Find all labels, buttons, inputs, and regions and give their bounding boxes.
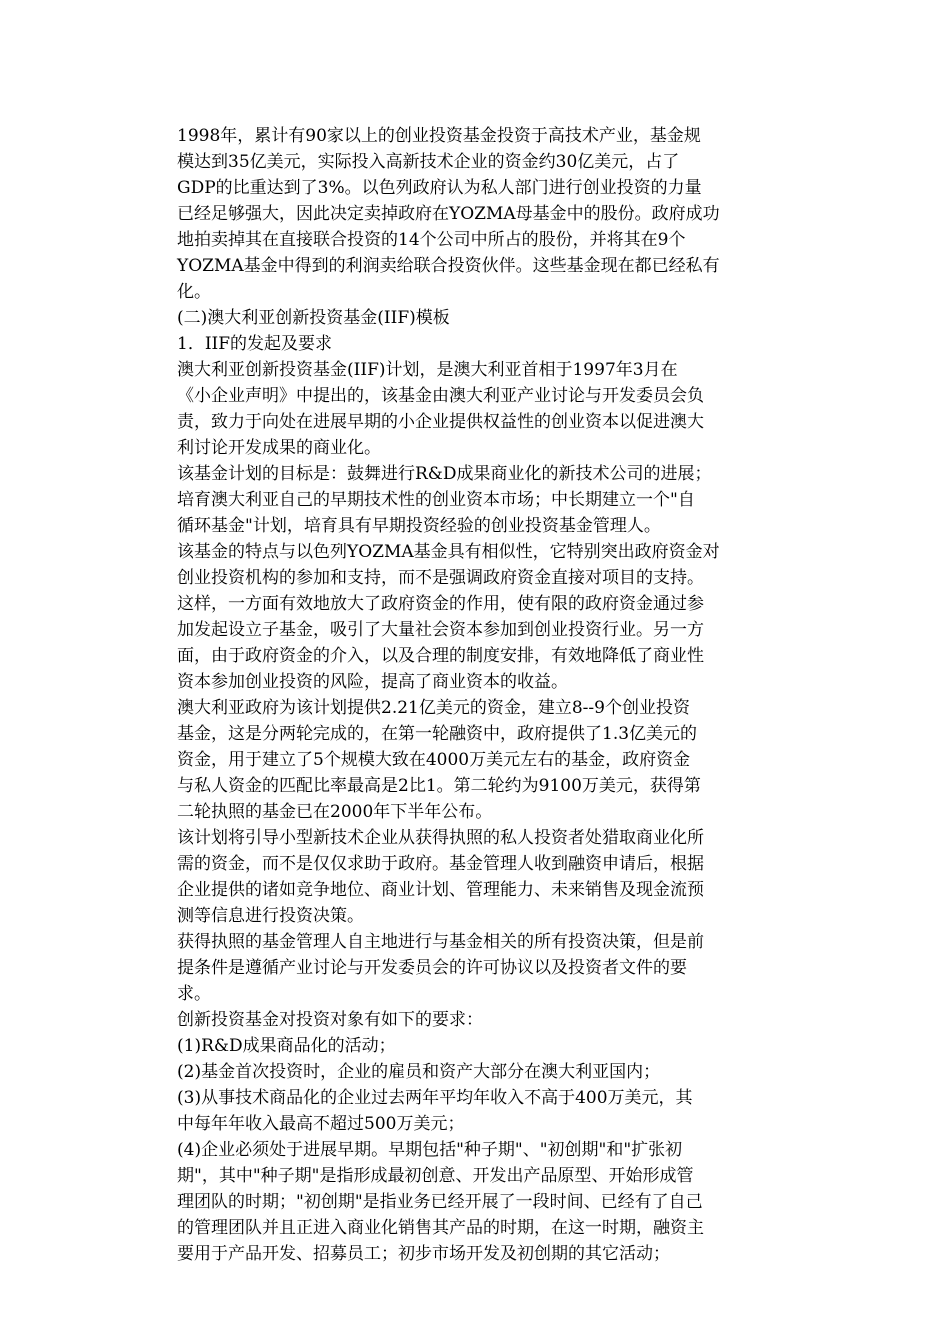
text-line: 该基金计划的目标是：鼓舞进行R&D成果商业化的新技术公司的进展；: [177, 464, 712, 484]
text-line: 二轮执照的基金已在2000年下半年公布。: [177, 802, 493, 822]
body-text: [177, 123, 777, 1267]
text-line: 中每年年收入最高不超过500万美元；: [177, 1114, 465, 1134]
text-line: 基金，这是分两轮完成的，在第一轮融资中，政府提供了1.3亿美元的: [177, 724, 698, 744]
text-line: 地拍卖掉其在直接联合投资的14个公司中所占的股份，并将其在9个: [177, 230, 686, 250]
list-item: (4)企业必须处于进展早期。早期包括"种子期"、"初创期"和"扩张初: [177, 1140, 683, 1160]
text-line: 该计划将引导小型新技术企业从获得执照的私人投资者处猎取商业化所: [177, 828, 704, 848]
text-line: 测等信息进行投资决策。: [177, 906, 364, 926]
text-line: 企业提供的诸如竞争地位、商业计划、管理能力、未来销售及现金流预: [177, 880, 704, 900]
text-line: 期"，其中"种子期"是指形成最初创意、开发出产品原型、开始形成管: [177, 1166, 694, 1186]
text-line: YOZMA基金中得到的利润卖给联合投资伙伴。这些基金现在都已经私有: [177, 256, 720, 276]
text-line: 已经足够强大，因此决定卖掉政府在YOZMA母基金中的股份。政府成功: [177, 204, 720, 224]
text-line: 要用于产品开发、招募员工；初步市场开发及初创期的其它活动；: [177, 1244, 670, 1264]
text-line: 澳大利亚创新投资基金(IIF)计划，是澳大利亚首相于1997年3月在: [177, 360, 678, 380]
section-heading: (二)澳大利亚创新投资基金(IIF)模板: [177, 308, 450, 328]
text-line: 循环基金"计划，培育具有早期投资经验的创业投资基金管理人。: [177, 516, 661, 536]
text-line: 责，致力于向处在进展早期的小企业提供权益性的创业资本以促进澳大: [177, 412, 704, 432]
list-item: (2)基金首次投资时，企业的雇员和资产大部分在澳大利亚国内；: [177, 1062, 661, 1082]
text-line: 与私人资金的匹配比率最高是2比1。第二轮约为9100万美元，获得第: [177, 776, 701, 796]
text-line: 模达到35亿美元，实际投入高新技术企业的资金约30亿美元，占了: [177, 152, 680, 172]
text-line: 培育澳大利亚自己的早期技术性的创业资本市场；中长期建立一个"自: [177, 490, 695, 510]
text-line: 创新投资基金对投资对象有如下的要求：: [177, 1010, 483, 1030]
list-item: (1)R&D成果商品化的活动；: [177, 1036, 396, 1056]
text-line: 理团队的时期；"初创期"是指业务已经开展了一段时间、已经有了自己: [177, 1192, 703, 1212]
text-line: 资金，用于建立了5个规模大致在4000万美元左右的基金，政府资金: [177, 750, 691, 770]
text-line: 化。: [177, 282, 211, 302]
text-line: 该基金的特点与以色列YOZMA基金具有相似性，它特别突出政府资金对: [177, 542, 720, 562]
text-line: 需的资金，而不是仅仅求助于政府。基金管理人收到融资申请后，根据: [177, 854, 704, 874]
text-line: 获得执照的基金管理人自主地进行与基金相关的所有投资决策，但是前: [177, 932, 704, 952]
text-line: 利讨论开发成果的商业化。: [177, 438, 381, 458]
text-line: 澳大利亚政府为该计划提供2.21亿美元的资金，建立8--9个创业投资: [177, 698, 690, 718]
text-line: 提条件是遵循产业讨论与开发委员会的许可协议以及投资者文件的要: [177, 958, 687, 978]
text-line: 创业投资机构的参加和支持，而不是强调政府资金直接对项目的支持。: [177, 568, 704, 588]
text-line: 的管理团队并且正进入商业化销售其产品的时期，在这一时期，融资主: [177, 1218, 704, 1238]
text-line: 1998年，累计有90家以上的创业投资基金投资于高技术产业，基金规: [177, 126, 701, 146]
text-line: 这样，一方面有效地放大了政府资金的作用，使有限的政府资金通过参: [177, 594, 704, 614]
text-line: 求。: [177, 984, 211, 1004]
text-line: 《小企业声明》中提出的，该基金由澳大利亚产业讨论与开发委员会负: [177, 386, 704, 406]
list-item: (3)从事技术商品化的企业过去两年平均年收入不高于400万美元，其: [177, 1088, 693, 1108]
text-line: GDP的比重达到了3%。以色列政府认为私人部门进行创业投资的力量: [177, 178, 702, 198]
subsection-heading: 1．IIF的发起及要求: [177, 334, 333, 354]
text-line: 资本参加创业投资的风险，提高了商业资本的收益。: [177, 672, 568, 692]
text-line: 面，由于政府资金的介入，以及合理的制度安排，有效地降低了商业性: [177, 646, 704, 666]
text-line: 加发起设立子基金，吸引了大量社会资本参加到创业投资行业。另一方: [177, 620, 704, 640]
